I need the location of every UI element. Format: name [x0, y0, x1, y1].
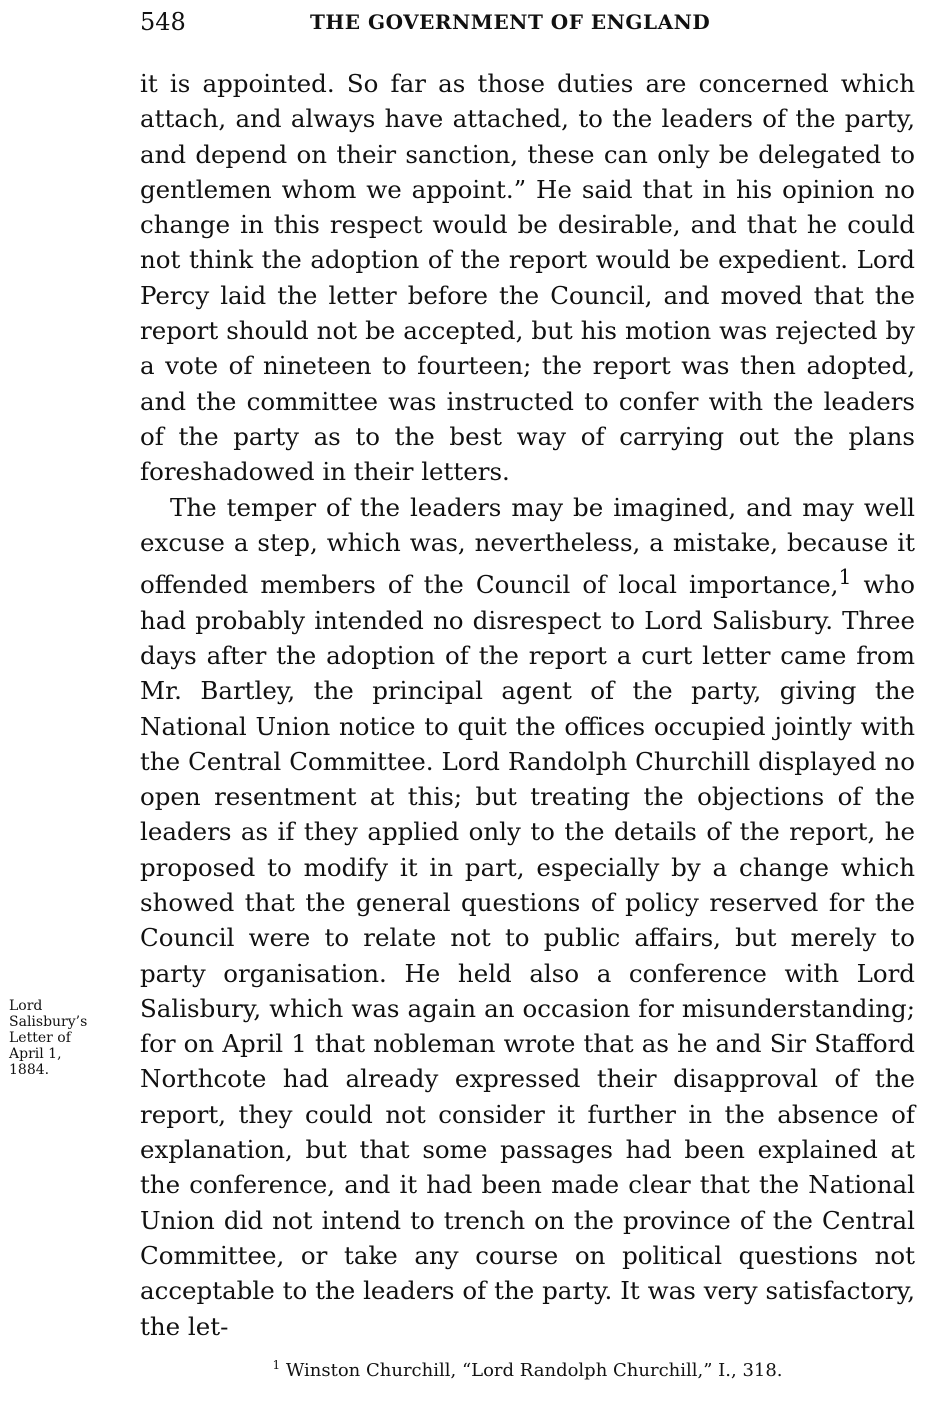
margin-note-line: Lord: [9, 998, 43, 1014]
footnote-marker: 1: [272, 1358, 281, 1372]
footnote: [140, 1354, 915, 1382]
margin-note: [9, 998, 129, 1078]
paragraph-text: The temper of the leaders may be imagined, and may well excuse a step, which was, nevertheless, a mistake, because it offended members of the Council of local importance,: [140, 492, 915, 600]
page-number: 548: [140, 8, 186, 36]
margin-note-line: Letter of: [9, 1030, 71, 1046]
footnote-reference: 1: [838, 565, 852, 590]
paragraph-text: who had probably intended no disrespect to Lord Salisbury. Three days after the adoption of the report a curt letter came from Mr. Bartley, the principal agent of the party, giving the National Union notice to quit the offices occupied jointly with the Central Committee. Lord Randolph Churchill displayed no open resentment at this; but treating the objections of the leaders as if they applied only to the details of the report, he proposed to modify it in part, especially by a change which showed that the general questions of policy reserved for the Council were to relate not to public affairs, but merely to party organisation. He held also a conference with Lord Salisbury, which was again an occasion for misunderstanding; for on April 1 that nobleman wrote that as he and Sir Stafford Northcote had already expressed their disapproval of the report, they could not consider it further in the absence of explanation, but that some passages had been explained at the conference, and it had been made clear that the National Union did not intend to trench on the province of the Central Committee, or take any course on political questions not acceptable to the leaders of the party. It was very satisfactory, the let-: [140, 570, 915, 1341]
paragraph: it is appointed. So far as those duties are concerned which attach, and always have attached, to the leaders of the party, and depend on their sanction, these can only be delegated to gentlemen whom we appoint.” He said that in his opinion no change in this respect would be desirable, and that he could not think the adoption of the report would be expedient. Lord Percy laid the letter before the Council, and moved that the report should not be accepted, but his motion was rejected by a vote of nineteen to fourteen; the report was then adopted, and the committee was instructed to confer with the leaders of the party as to the best way of carrying out the plans foreshadowed in their letters.: [140, 69, 915, 487]
margin-note-line: Salisbury’s: [9, 1014, 88, 1030]
footnote-text: Winston Churchill, “Lord Randolph Churchill,” I., 318.: [280, 1360, 783, 1381]
paragraph: [140, 490, 915, 1344]
body-text: [140, 66, 915, 1344]
running-head: THE GOVERNMENT OF ENGLAND: [310, 10, 711, 34]
margin-note-line: 1884.: [9, 1062, 50, 1078]
margin-note-line: April 1,: [9, 1046, 62, 1062]
